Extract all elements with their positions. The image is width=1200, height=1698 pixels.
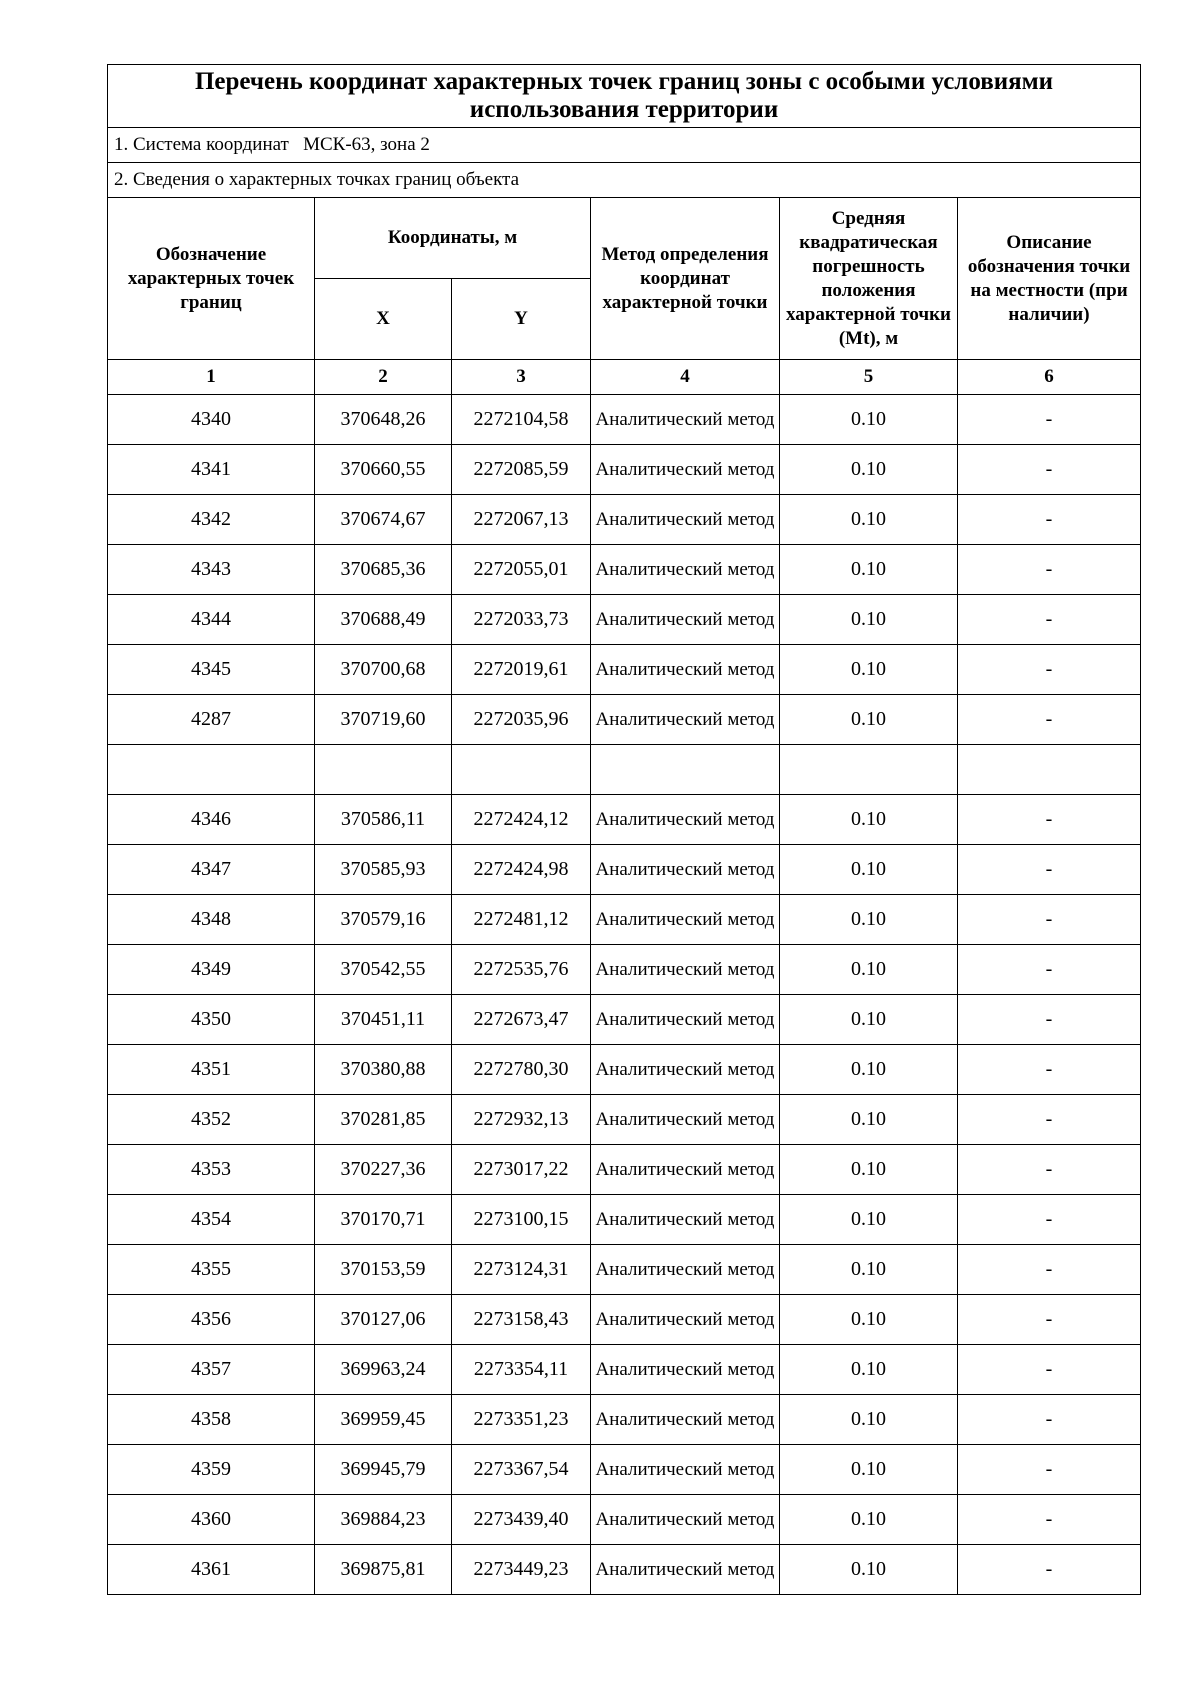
error-cell — [780, 745, 958, 795]
table-body — [108, 65, 1141, 1595]
points-info-row — [108, 163, 1141, 198]
point-id-cell: 4340 — [108, 395, 315, 445]
points-info-label: 2. Сведения о характерных точках границ объекта — [108, 163, 1141, 198]
point-id-cell: 4354 — [108, 1195, 315, 1245]
y-coordinate-cell: 2272932,13 — [452, 1095, 591, 1145]
point-id-cell: 4349 — [108, 945, 315, 995]
error-cell: 0.10 — [780, 1345, 958, 1395]
y-coordinate-cell: 2272424,98 — [452, 845, 591, 895]
error-cell: 0.10 — [780, 545, 958, 595]
method-cell: Аналитический метод — [591, 395, 780, 445]
x-coordinate-cell: 370585,93 — [315, 845, 452, 895]
method-cell: Аналитический метод — [591, 1445, 780, 1495]
error-cell: 0.10 — [780, 1545, 958, 1595]
x-coordinate-cell: 370451,11 — [315, 995, 452, 1045]
table-row — [108, 1445, 1141, 1495]
table-row — [108, 595, 1141, 645]
y-coordinate-cell: 2272019,61 — [452, 645, 591, 695]
x-coordinate-cell: 370660,55 — [315, 445, 452, 495]
header-coordinates: Координаты, м — [315, 198, 591, 279]
point-id-cell: 4358 — [108, 1395, 315, 1445]
method-cell: Аналитический метод — [591, 1045, 780, 1095]
x-coordinate-cell: 369875,81 — [315, 1545, 452, 1595]
x-coordinate-cell: 370170,71 — [315, 1195, 452, 1245]
point-id-cell: 4346 — [108, 795, 315, 845]
y-coordinate-cell: 2272424,12 — [452, 795, 591, 845]
table-row — [108, 895, 1141, 945]
error-cell: 0.10 — [780, 695, 958, 745]
y-coordinate-cell: 2272085,59 — [452, 445, 591, 495]
error-cell: 0.10 — [780, 945, 958, 995]
table-row — [108, 1345, 1141, 1395]
x-coordinate-cell: 370685,36 — [315, 545, 452, 595]
method-cell: Аналитический метод — [591, 795, 780, 845]
coord-system-row — [108, 128, 1141, 163]
y-coordinate-cell: 2272033,73 — [452, 595, 591, 645]
column-number: 5 — [780, 360, 958, 395]
table-row — [108, 495, 1141, 545]
description-cell: - — [958, 395, 1141, 445]
point-id-cell: 4342 — [108, 495, 315, 545]
y-coordinate-cell: 2273354,11 — [452, 1345, 591, 1395]
point-id-cell: 4347 — [108, 845, 315, 895]
error-cell: 0.10 — [780, 1395, 958, 1445]
x-coordinate-cell: 370380,88 — [315, 1045, 452, 1095]
point-id-cell: 4341 — [108, 445, 315, 495]
y-coordinate-cell: 2272673,47 — [452, 995, 591, 1045]
table-row — [108, 1045, 1141, 1095]
table-row — [108, 1245, 1141, 1295]
method-cell: Аналитический метод — [591, 1095, 780, 1145]
point-id-cell: 4343 — [108, 545, 315, 595]
header-x: X — [315, 279, 452, 360]
x-coordinate-cell: 370674,67 — [315, 495, 452, 545]
x-coordinate-cell — [315, 745, 452, 795]
y-coordinate-cell: 2272067,13 — [452, 495, 591, 545]
error-cell: 0.10 — [780, 645, 958, 695]
error-cell: 0.10 — [780, 495, 958, 545]
method-cell: Аналитический метод — [591, 645, 780, 695]
table-row — [108, 395, 1141, 445]
description-cell: - — [958, 1295, 1141, 1345]
method-cell: Аналитический метод — [591, 695, 780, 745]
description-cell: - — [958, 695, 1141, 745]
header-row-top — [108, 198, 1141, 279]
y-coordinate-cell: 2272035,96 — [452, 695, 591, 745]
point-id-cell: 4353 — [108, 1145, 315, 1195]
x-coordinate-cell: 370127,06 — [315, 1295, 452, 1345]
document-title: Перечень координат характерных точек границ зоны с особыми условиями использования территории — [108, 65, 1141, 128]
description-cell: - — [958, 895, 1141, 945]
x-coordinate-cell: 369959,45 — [315, 1395, 452, 1445]
description-cell: - — [958, 595, 1141, 645]
error-cell: 0.10 — [780, 445, 958, 495]
method-cell: Аналитический метод — [591, 1345, 780, 1395]
description-cell: - — [958, 945, 1141, 995]
point-id-cell: 4356 — [108, 1295, 315, 1345]
x-coordinate-cell: 370586,11 — [315, 795, 452, 845]
point-id-cell: 4351 — [108, 1045, 315, 1095]
description-cell: - — [958, 1445, 1141, 1495]
description-cell: - — [958, 1345, 1141, 1395]
point-id-cell: 4287 — [108, 695, 315, 745]
method-cell: Аналитический метод — [591, 595, 780, 645]
y-coordinate-cell: 2273367,54 — [452, 1445, 591, 1495]
column-number: 1 — [108, 360, 315, 395]
table-row — [108, 1495, 1141, 1545]
column-number: 6 — [958, 360, 1141, 395]
x-coordinate-cell: 370688,49 — [315, 595, 452, 645]
description-cell: - — [958, 495, 1141, 545]
description-cell: - — [958, 1095, 1141, 1145]
table-row — [108, 1545, 1141, 1595]
y-coordinate-cell: 2272481,12 — [452, 895, 591, 945]
x-coordinate-cell: 370648,26 — [315, 395, 452, 445]
description-cell: - — [958, 1245, 1141, 1295]
method-cell: Аналитический метод — [591, 1545, 780, 1595]
header-y: Y — [452, 279, 591, 360]
x-coordinate-cell: 369945,79 — [315, 1445, 452, 1495]
description-cell: - — [958, 1195, 1141, 1245]
method-cell: Аналитический метод — [591, 1295, 780, 1345]
method-cell: Аналитический метод — [591, 445, 780, 495]
description-cell: - — [958, 645, 1141, 695]
table-row — [108, 1095, 1141, 1145]
y-coordinate-cell: 2272104,58 — [452, 395, 591, 445]
error-cell: 0.10 — [780, 595, 958, 645]
y-coordinate-cell: 2273124,31 — [452, 1245, 591, 1295]
x-coordinate-cell: 370542,55 — [315, 945, 452, 995]
table-row — [108, 745, 1141, 795]
error-cell: 0.10 — [780, 1095, 958, 1145]
x-coordinate-cell: 370700,68 — [315, 645, 452, 695]
y-coordinate-cell: 2273439,40 — [452, 1495, 591, 1545]
table-row — [108, 645, 1141, 695]
description-cell: - — [958, 1495, 1141, 1545]
table-row — [108, 1395, 1141, 1445]
description-cell: - — [958, 795, 1141, 845]
y-coordinate-cell — [452, 745, 591, 795]
method-cell: Аналитический метод — [591, 495, 780, 545]
header-description: Описание обозначения точки на местности (при наличии) — [958, 198, 1141, 360]
description-cell: - — [958, 845, 1141, 895]
y-coordinate-cell: 2273017,22 — [452, 1145, 591, 1195]
error-cell: 0.10 — [780, 395, 958, 445]
column-number-row — [108, 360, 1141, 395]
header-designation: Обозначение характерных точек границ — [108, 198, 315, 360]
error-cell: 0.10 — [780, 1295, 958, 1345]
coordinates-table — [107, 64, 1141, 1595]
x-coordinate-cell: 370153,59 — [315, 1245, 452, 1295]
table-row — [108, 995, 1141, 1045]
table-row — [108, 795, 1141, 845]
y-coordinate-cell: 2273100,15 — [452, 1195, 591, 1245]
error-cell: 0.10 — [780, 1445, 958, 1495]
x-coordinate-cell: 370227,36 — [315, 1145, 452, 1195]
point-id-cell: 4345 — [108, 645, 315, 695]
table-row — [108, 1295, 1141, 1345]
description-cell: - — [958, 545, 1141, 595]
method-cell: Аналитический метод — [591, 1145, 780, 1195]
error-cell: 0.10 — [780, 1195, 958, 1245]
method-cell: Аналитический метод — [591, 1395, 780, 1445]
point-id-cell — [108, 745, 315, 795]
point-id-cell: 4357 — [108, 1345, 315, 1395]
table-row — [108, 545, 1141, 595]
table-row — [108, 1145, 1141, 1195]
table-row — [108, 695, 1141, 745]
table-row — [108, 945, 1141, 995]
error-cell: 0.10 — [780, 895, 958, 945]
description-cell: - — [958, 1395, 1141, 1445]
x-coordinate-cell: 370281,85 — [315, 1095, 452, 1145]
table-row — [108, 1195, 1141, 1245]
description-cell: - — [958, 1545, 1141, 1595]
x-coordinate-cell: 370719,60 — [315, 695, 452, 745]
point-id-cell: 4355 — [108, 1245, 315, 1295]
error-cell: 0.10 — [780, 1245, 958, 1295]
x-coordinate-cell: 369963,24 — [315, 1345, 452, 1395]
coord-system-label: 1. Система координат МСК-63, зона 2 — [108, 128, 1141, 163]
error-cell: 0.10 — [780, 1495, 958, 1545]
method-cell: Аналитический метод — [591, 1495, 780, 1545]
y-coordinate-cell: 2272535,76 — [452, 945, 591, 995]
method-cell: Аналитический метод — [591, 995, 780, 1045]
method-cell: Аналитический метод — [591, 1245, 780, 1295]
error-cell: 0.10 — [780, 995, 958, 1045]
y-coordinate-cell: 2273351,23 — [452, 1395, 591, 1445]
error-cell: 0.10 — [780, 1045, 958, 1095]
x-coordinate-cell: 369884,23 — [315, 1495, 452, 1545]
method-cell: Аналитический метод — [591, 1195, 780, 1245]
error-cell: 0.10 — [780, 795, 958, 845]
table-row — [108, 445, 1141, 495]
x-coordinate-cell: 370579,16 — [315, 895, 452, 945]
point-id-cell: 4348 — [108, 895, 315, 945]
point-id-cell: 4352 — [108, 1095, 315, 1145]
error-cell: 0.10 — [780, 1145, 958, 1195]
description-cell — [958, 745, 1141, 795]
title-row — [108, 65, 1141, 128]
column-number: 2 — [315, 360, 452, 395]
method-cell: Аналитический метод — [591, 945, 780, 995]
y-coordinate-cell: 2272055,01 — [452, 545, 591, 595]
description-cell: - — [958, 995, 1141, 1045]
point-id-cell: 4344 — [108, 595, 315, 645]
point-id-cell: 4360 — [108, 1495, 315, 1545]
method-cell: Аналитический метод — [591, 895, 780, 945]
description-cell: - — [958, 1145, 1141, 1195]
header-error: Средняя квадратическая погрешность положения характерной точки (Mt), м — [780, 198, 958, 360]
column-number: 3 — [452, 360, 591, 395]
method-cell — [591, 745, 780, 795]
method-cell: Аналитический метод — [591, 845, 780, 895]
y-coordinate-cell: 2273158,43 — [452, 1295, 591, 1345]
description-cell: - — [958, 445, 1141, 495]
y-coordinate-cell: 2273449,23 — [452, 1545, 591, 1595]
point-id-cell: 4359 — [108, 1445, 315, 1495]
method-cell: Аналитический метод — [591, 545, 780, 595]
table-row — [108, 845, 1141, 895]
point-id-cell: 4361 — [108, 1545, 315, 1595]
y-coordinate-cell: 2272780,30 — [452, 1045, 591, 1095]
header-method: Метод определения координат характерной точки — [591, 198, 780, 360]
description-cell: - — [958, 1045, 1141, 1095]
error-cell: 0.10 — [780, 845, 958, 895]
column-number: 4 — [591, 360, 780, 395]
point-id-cell: 4350 — [108, 995, 315, 1045]
